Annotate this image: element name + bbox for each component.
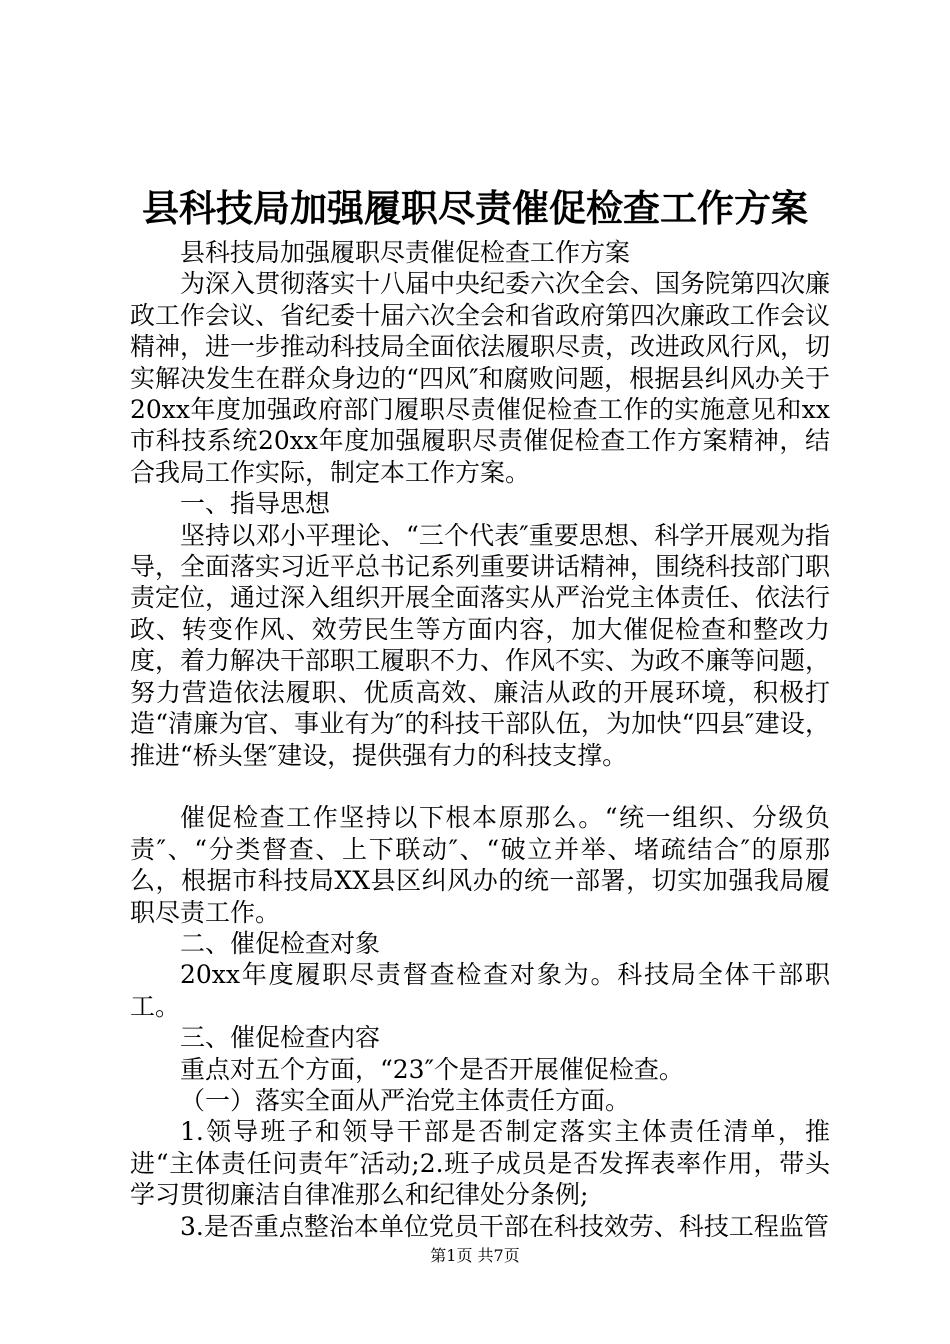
section-heading-3: 三、催促检查内容	[180, 1023, 381, 1053]
paragraph-items-1-2: 1.领导班子和领导干部是否制定落实主体责任清单，推进“主体责任问责年″活动;2.班子成员是否发挥表率作用，带头学习贯彻廉洁自律准那么和纪律处分条例;	[130, 1117, 830, 1210]
section-heading-2: 二、催促检查对象	[180, 928, 381, 958]
paragraph-intro: 为深入贯彻落实十八届中央纪委六次全会、国务院第四次廉政工作会议、省纪委十届六次全会和省政府第四次廉政工作会议精神，进一步推动科技局全面依法履职尽责，改进政风行风，切实解决发生在群众身边的“四风″和腐败问题，根据县纠风办关于20xx年度加强政府部门履职尽责催促检查工作的实施意见和xx市科技系统20xx年度加强履职尽责催促检查工作方案精神，结合我局工作实际，制定本工作方案。	[130, 269, 831, 487]
subsection-heading-1: （一）落实全面从严治党主体责任方面。	[180, 1085, 631, 1115]
paragraph-item-3: 3.是否重点整治本单位党员干部在科技效劳、科技工程监管	[180, 1211, 829, 1241]
paragraph-objects: 20xx年度履职尽责督查检查对象为。科技局全体干部职工。	[130, 960, 830, 1021]
paragraph-subtitle: 县科技局加强履职尽责催促检查工作方案	[180, 238, 631, 267]
page-number: 第1页 共7页	[430, 1246, 520, 1265]
paragraph-principles: 催促检查工作坚持以下根本原那么。“统一组织、分级负责″、“分类督查、上下联动″、“破立并举、堵疏结合″的原那么，根据市科技局XX县区纠风办的统一部署，切实加强我局履职尽责工作。	[130, 803, 830, 927]
document-body	[130, 237, 830, 1242]
section-heading-1: 一、指导思想	[180, 489, 331, 519]
paragraph-content-focus: 重点对五个方面，“23″个是否开展催促检查。	[180, 1054, 684, 1084]
paragraph-guiding-thought: 坚持以邓小平理论、“三个代表″重要思想、科学开展观为指导，全面落实习近平总书记系列重要讲话精神，围绕科技部门职责定位，通过深入组织开展全面落实从严治党主体责任、依法行政、转变作风、效劳民生等方面内容，加大催促检查和整改力度，着力解决干部职工履职不力、作风不实、为政不廉等问题，努力营造依法履职、优质高效、廉洁从政的开展环境，积极打造“清廉为官、事业有为″的科技干部队伍，为加快“四县″建设，推进“桥头堡″建设，提供强有力的科技支撑。	[130, 520, 831, 770]
document-title: 县科技局加强履职尽责催促检查工作方案	[142, 187, 808, 230]
